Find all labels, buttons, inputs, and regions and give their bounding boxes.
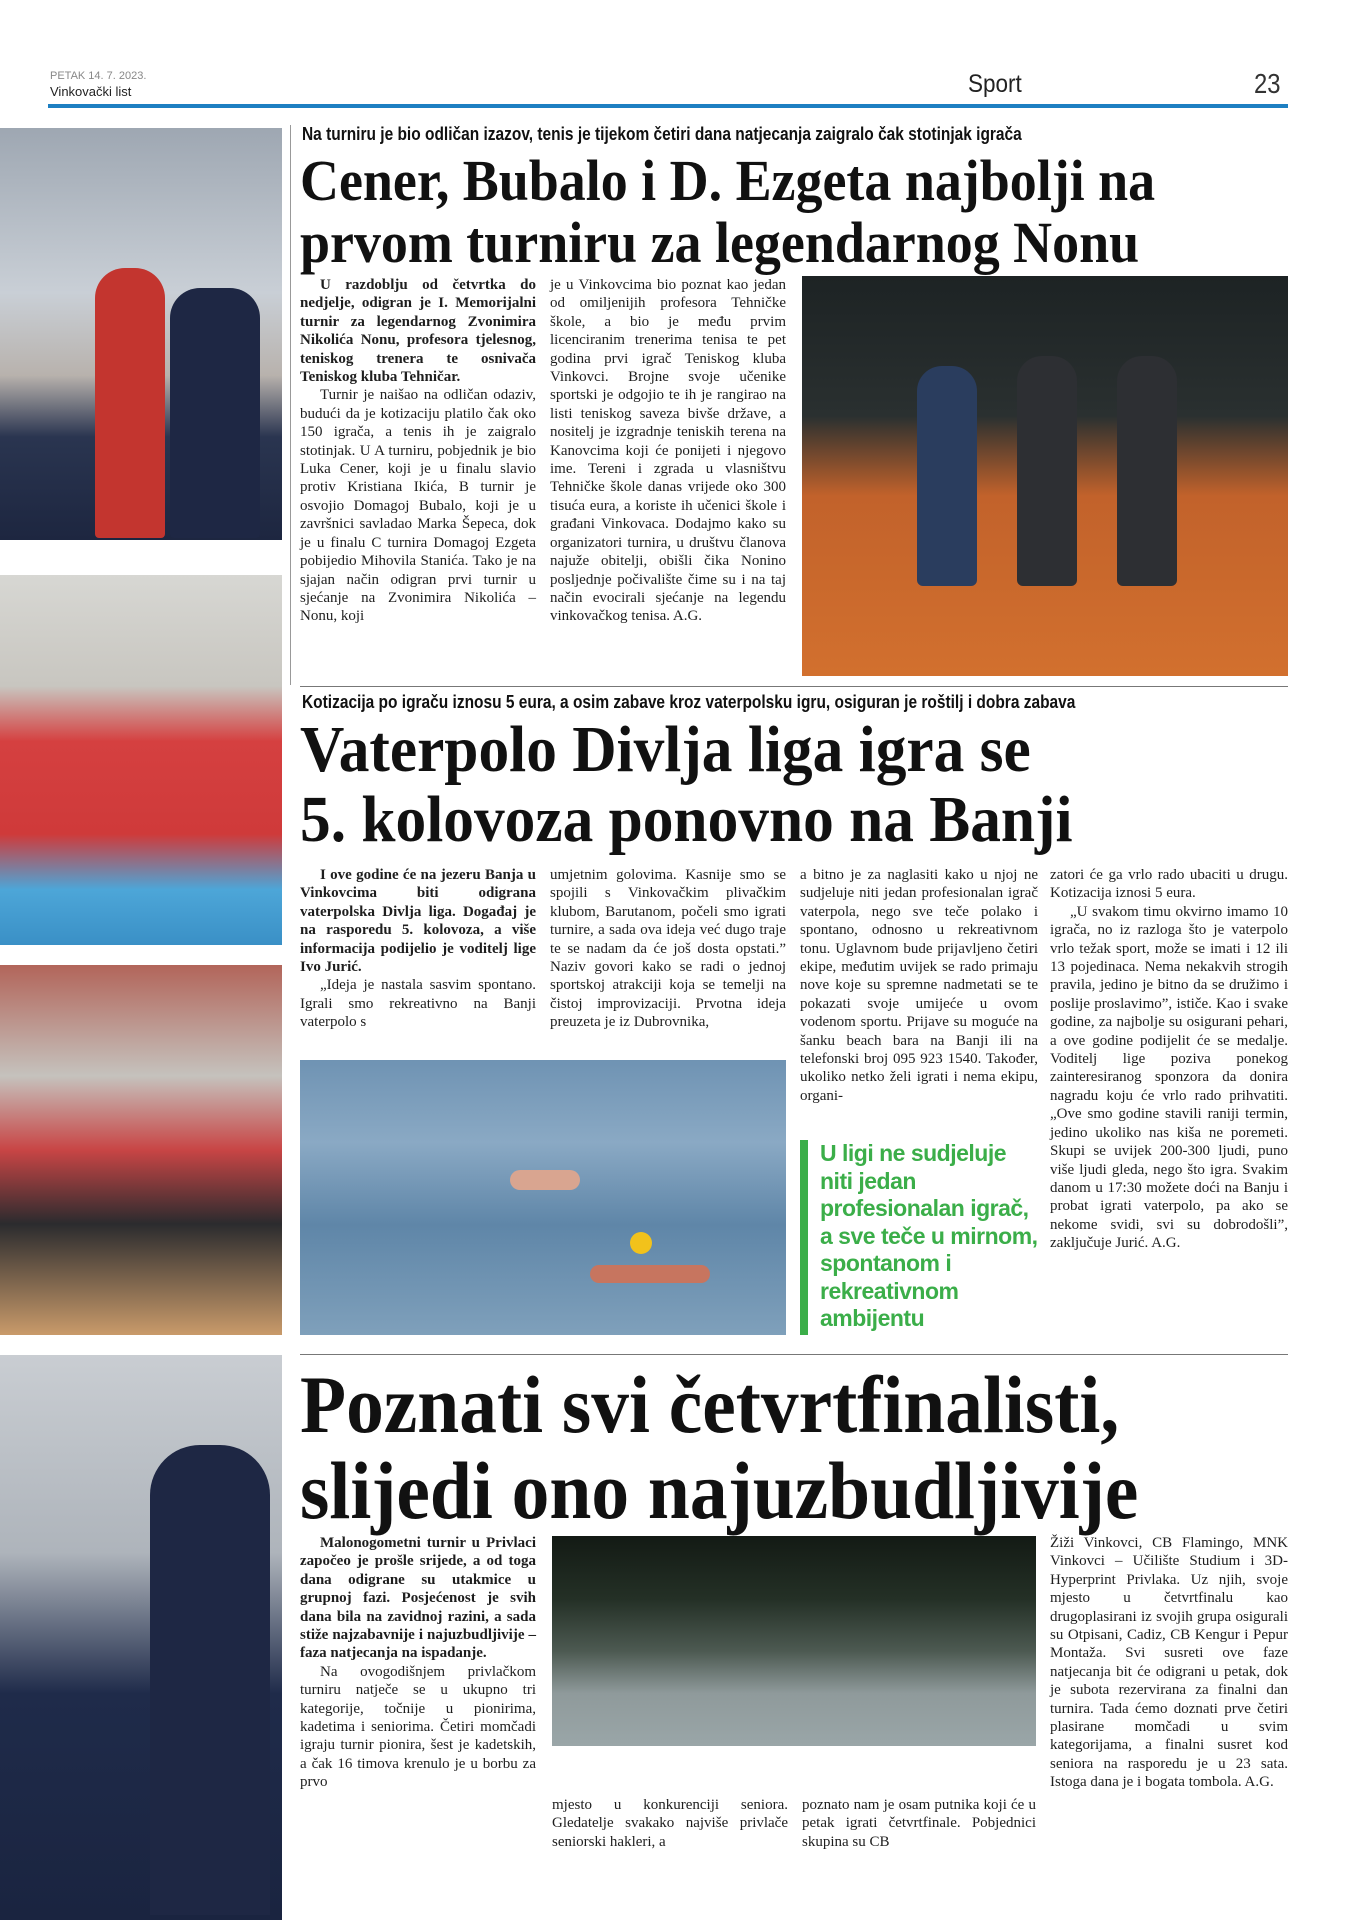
header-rule (48, 104, 1288, 108)
article1-col1 (300, 276, 536, 626)
headline-line: Vaterpolo Divlja liga igra se (300, 713, 1031, 786)
article2-body: zatori će ga vrlo rado ubaciti u drugu. Kotizacija iznosi 5 eura. (1050, 867, 1288, 902)
article3-headline (300, 1359, 1139, 1536)
volleyball-team-photo (0, 575, 282, 945)
article3-lead: Malonogometni turnir u Privlaci započeo je prošle srijede, a od toga dana odigrane su utakmice u grupnoj fazi. Posjećenost je svih dana bila na zavidnoj razini, a sada stiže najzabavnije i najuzbudljivije – faza natjecanja na ispadanje. (300, 1535, 536, 1662)
page-number: 23 (1254, 68, 1281, 99)
article3-col1 (300, 1534, 536, 1792)
article2-col3 (800, 866, 1038, 1105)
headline-line: slijedi ono najuzbudljivije (300, 1445, 1139, 1536)
column-divider (290, 125, 291, 685)
football-night-photo (552, 1536, 1036, 1746)
article1-body: Turnir je naišao na odličan odaziv, budući da je kotizaciju platilo čak oko 150 igrača, a tenis ih je zaigralo stotinjak. U A turniru, pobjednik je bio Luka Cener, koji je u finalu slavio protiv Kristiana Ikića, B turnir je osvojio Domagoj Bubalo, koji je u završnici savladao Marka Šepeca, dok je u finalu C turnira Domagoj Ezgeta pobijedio Mihovila Stanića. Tako je na sjajan način odigran prvi turnir u sjećanje na Zvonimira Nikolića – Nonu, koji (300, 387, 536, 625)
pull-quote: U ligi ne sudjeluje niti jedan profesionalan igrač, a sve teče u mirnom, spontanom i rekreativnom ambijentu (800, 1140, 1040, 1335)
headline-line: Poznati svi četvrtfinalisti, (300, 1359, 1120, 1450)
article1-body: je u Vinkovcima bio poznat kao jedan od omiljenijih profesora Tehničke škole, a bio je među prvim licenciranim trenerima tenisa te pet godina prvi igrač Teniskog kluba Vinkovci. Brojne svoje učenike sportski je odgojio te ih je rangirao na listi teniskog saveza bivše države, a nositelj je izgradnje teniskih terena na Kanovcima koji će ponijeti i njegovo ime. Tereni i zgrada u vlasništvu Tehničke škole danas vrijede oko 300 tisuća eura, a koriste ih učenici škole i građani Vinkovaca. Dodajmo kako su organizatori turnira, u društvu članova najuže obitelji, obišli čika Nonino posljednje počivalište čime su i na taj način evocirali sjećanje na legendu vinkovačkog tenisa. A.G. (550, 277, 786, 625)
article3-col2 (552, 1796, 788, 1851)
article3-body: poznato nam je osam putnika koji će u petak igrati četvrtfinale. Pobjednici skupina su CB (802, 1797, 1036, 1850)
article3-body: Na ovogodišnjem privlačkom turniru natječe se u ukupno tri kategorije, točnije u pionirima, kadetima i seniorima. Četiri momčadi igraju turnir pionira, šest je kadetskih, a čak 16 timova krenulo je u borbu za prvo (300, 1663, 536, 1791)
article2-body: „Ideja je nastala sasvim spontano. Igrali smo rekreativno na Banji vaterpolo s (300, 977, 536, 1031)
waterpolo-photo (300, 1060, 786, 1335)
article3-body: mjesto u konkurenciji seniora. Gledatelje svakako najviše privlače seniorski hakleri, a (552, 1797, 788, 1850)
article1-kicker: Na turniru je bio odličan izazov, tenis je tijekom četiri dana natjecanja zaigralo čak stotinjak igrača (302, 124, 1022, 144)
issue-date: PETAK 14. 7. 2023. (50, 70, 147, 82)
headline-line: prvom turniru za legendarnog Nonu (300, 210, 1140, 275)
article3-col3 (802, 1796, 1036, 1851)
article1-headline (300, 150, 1155, 274)
volleyball-photo-1 (0, 128, 282, 540)
volleyball-girls-photo (0, 965, 282, 1335)
section-title: Sport (968, 70, 1022, 98)
article2-col4 (1050, 866, 1288, 1253)
article3-col4 (1050, 1534, 1288, 1792)
article1-col2 (550, 276, 786, 626)
article-divider (300, 686, 1288, 687)
article2-col2 (550, 866, 786, 1032)
newspaper-name: Vinkovački list (50, 84, 132, 99)
article2-body: „U svakom timu okvirno imamo 10 igrača, no iz razloga što je vaterpolo vrlo težak sport, može se imati i 12 ili 13 pojedinaca. Nema nekakvih strogih pravila, jedino je bitno da se družimo i poslije proslavimo”, ističe. Kao i svake godine, za najbolje su osigurani pehari, a ove godine podijelit će se medalje. Voditelj lige poziva ponekog zainteresiranog sponzora da donira nagradu koju će vrlo rado prihvatiti. „Ove smo godine stavili raniji termin, jedino ukoliko nas kiša ne poremeti. Skupi se uvijek 200-300 ljudi, puno više ljudi gleda, nego što igra. Svakim danom u 17:30 možete doći na Banju i probat igrati vaterpolo, pa ako se nekome svidi, svi su dobrodošli”, zaključuje Jurić. A.G. (1050, 903, 1288, 1252)
headline-line: 5. kolovoza ponovno na Banji (300, 783, 1073, 856)
article2-lead: I ove godine će na jezeru Banja u Vinkovcima biti odigrana vaterpolska Divlja liga. Događaj je na rasporedu 5. kolovoza, a više informacija podijelio je voditelj lige Ivo Jurić. (300, 867, 536, 976)
tennis-winners-photo (802, 276, 1288, 676)
volleyball-players-photo (0, 1355, 282, 1920)
article1-lead: U razdoblju od četvrtka do nedjelje, odigran je I. Memorijalni turnir za legendarnog Zvonimira Nikolića Nonu, profesora tjelesnog, teniskog trenera te osnivača Teniskog kluba Tehničar. (300, 277, 536, 386)
article3-body: Žiži Vinkovci, CB Flamingo, MNK Vinkovci – Učilište Studium i 3D-Hyperprint Privlaka. Uz njih, svoje mjesto u četvrtfinalu kao drugoplasirani iz svojih grupa osigurali su Otpisani, Cadiz, CB Kengur i Pepur Montaža. Svi susreti ove faze natjecanja bit će odigrani u petak, dok je subota rezervirana za finalni dan turnira. Tada ćemo doznati prve četiri plasirane momčadi u svim kategorijama, a finalni susret kod seniora na rasporedu je u 23 sata. Istoga dana je i bogata tombola. A.G. (1050, 1535, 1288, 1791)
article2-headline (300, 715, 1073, 855)
article2-body: umjetnim golovima. Kasnije smo se spojili s Vinkovačkim plivačkim klubom, Barutanom, počeli smo igrati turnire, a sada ova ideja već dugo traje te se nadam da će još dosta opstati.” Naziv govori kako se radi o jednoj sportskoj atrakciji koja se temelji na čistoj improvizaciji. Prvotna ideja preuzeta je iz Dubrovnika, (550, 867, 786, 1031)
article2-col1 (300, 866, 536, 1032)
headline-line: Cener, Bubalo i D. Ezgeta najbolji na (300, 148, 1156, 213)
article2-kicker: Kotizacija po igraču iznosu 5 eura, a osim zabave kroz vaterpolsku igru, osiguran je roštilj i dobra zabava (302, 692, 1076, 712)
article2-body: a bitno je za naglasiti kako u njoj ne sudjeluje niti jedan profesionalan igrač vaterpola, nego sve teče polako i spontano, odnosno u rekreativnom tonu. Uglavnom bude prijavljeno četiri ekipe, međutim uvijek se rado primaju nove koje su spremne nadmetati se te pokazati svoje umijeće u ovom vodenom sportu. Prijave su moguće na šanku beach bara na Banji ili na telefonski broj 095 923 1540. Također, ukoliko netko želi igrati i nema ekipu, organi- (800, 867, 1038, 1104)
article-divider (300, 1354, 1288, 1355)
